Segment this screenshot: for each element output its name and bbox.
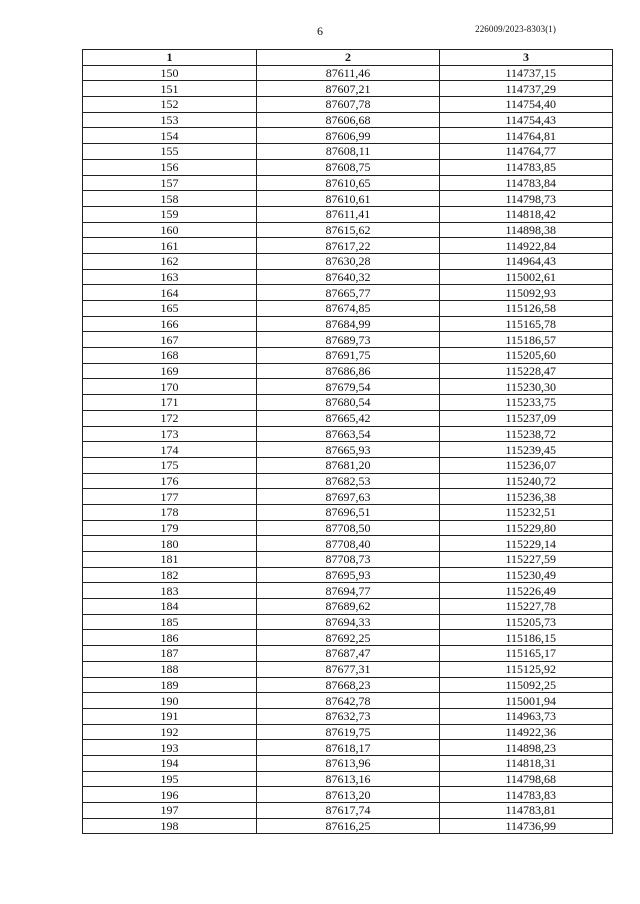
y-coordinate-cell: 114754,43 xyxy=(440,112,613,128)
y-coordinate-cell: 115002,61 xyxy=(440,269,613,285)
x-coordinate-cell: 87606,99 xyxy=(257,128,440,144)
table-row xyxy=(83,473,613,489)
y-coordinate-cell: 115227,78 xyxy=(440,599,613,615)
x-coordinate-cell: 87674,85 xyxy=(257,301,440,317)
table-row xyxy=(83,175,613,191)
table-row xyxy=(83,65,613,81)
table-row xyxy=(83,724,613,740)
y-coordinate-cell: 114736,99 xyxy=(440,818,613,834)
table-row xyxy=(83,630,613,646)
point-number-cell: 152 xyxy=(83,97,257,113)
table-row xyxy=(83,489,613,505)
table-row xyxy=(83,552,613,568)
table-row xyxy=(83,206,613,222)
x-coordinate-cell: 87640,32 xyxy=(257,269,440,285)
table-row xyxy=(83,395,613,411)
point-number-cell: 156 xyxy=(83,159,257,175)
y-coordinate-cell: 114922,84 xyxy=(440,238,613,254)
y-coordinate-cell: 115001,94 xyxy=(440,693,613,709)
x-coordinate-cell: 87611,46 xyxy=(257,65,440,81)
x-coordinate-cell: 87618,17 xyxy=(257,740,440,756)
point-number-cell: 174 xyxy=(83,442,257,458)
table-row xyxy=(83,504,613,520)
table-row xyxy=(83,253,613,269)
y-coordinate-cell: 114783,81 xyxy=(440,803,613,819)
point-number-cell: 169 xyxy=(83,363,257,379)
table-row xyxy=(83,269,613,285)
table-row xyxy=(83,426,613,442)
x-coordinate-cell: 87689,62 xyxy=(257,599,440,615)
x-coordinate-cell: 87642,78 xyxy=(257,693,440,709)
x-coordinate-cell: 87689,73 xyxy=(257,332,440,348)
x-coordinate-cell: 87694,77 xyxy=(257,583,440,599)
point-number-cell: 184 xyxy=(83,599,257,615)
point-number-cell: 157 xyxy=(83,175,257,191)
table-row xyxy=(83,363,613,379)
point-number-cell: 175 xyxy=(83,457,257,473)
x-coordinate-cell: 87613,20 xyxy=(257,787,440,803)
table-row xyxy=(83,740,613,756)
point-number-cell: 183 xyxy=(83,583,257,599)
x-coordinate-cell: 87679,54 xyxy=(257,379,440,395)
x-coordinate-cell: 87708,40 xyxy=(257,536,440,552)
x-coordinate-cell: 87617,74 xyxy=(257,803,440,819)
point-number-cell: 180 xyxy=(83,536,257,552)
point-number-cell: 162 xyxy=(83,253,257,269)
x-coordinate-cell: 87680,54 xyxy=(257,395,440,411)
y-coordinate-cell: 115233,75 xyxy=(440,395,613,411)
x-coordinate-cell: 87682,53 xyxy=(257,473,440,489)
y-coordinate-cell: 114963,73 xyxy=(440,708,613,724)
point-number-cell: 176 xyxy=(83,473,257,489)
x-coordinate-cell: 87616,25 xyxy=(257,818,440,834)
point-number-cell: 170 xyxy=(83,379,257,395)
y-coordinate-cell: 114898,38 xyxy=(440,222,613,238)
table-row xyxy=(83,520,613,536)
point-number-cell: 155 xyxy=(83,144,257,160)
y-coordinate-cell: 114798,68 xyxy=(440,771,613,787)
y-coordinate-cell: 115226,49 xyxy=(440,583,613,599)
table-row xyxy=(83,316,613,332)
table-row xyxy=(83,332,613,348)
point-number-cell: 151 xyxy=(83,81,257,97)
y-coordinate-cell: 115239,45 xyxy=(440,442,613,458)
x-coordinate-cell: 87610,61 xyxy=(257,191,440,207)
table-row xyxy=(83,410,613,426)
point-number-cell: 173 xyxy=(83,426,257,442)
x-coordinate-cell: 87606,68 xyxy=(257,112,440,128)
table-row xyxy=(83,191,613,207)
y-coordinate-cell: 115092,93 xyxy=(440,285,613,301)
x-coordinate-cell: 87611,41 xyxy=(257,206,440,222)
point-number-cell: 167 xyxy=(83,332,257,348)
table-row xyxy=(83,803,613,819)
table-row xyxy=(83,159,613,175)
point-number-cell: 158 xyxy=(83,191,257,207)
y-coordinate-cell: 114783,84 xyxy=(440,175,613,191)
y-coordinate-cell: 114922,36 xyxy=(440,724,613,740)
y-coordinate-cell: 115229,80 xyxy=(440,520,613,536)
point-number-cell: 193 xyxy=(83,740,257,756)
table-row xyxy=(83,661,613,677)
y-coordinate-cell: 115240,72 xyxy=(440,473,613,489)
table-row xyxy=(83,301,613,317)
y-coordinate-cell: 114764,77 xyxy=(440,144,613,160)
point-number-cell: 163 xyxy=(83,269,257,285)
point-number-cell: 154 xyxy=(83,128,257,144)
x-coordinate-cell: 87665,42 xyxy=(257,410,440,426)
y-coordinate-cell: 115236,07 xyxy=(440,457,613,473)
x-coordinate-cell: 87681,20 xyxy=(257,457,440,473)
y-coordinate-cell: 115205,60 xyxy=(440,348,613,364)
table-row xyxy=(83,771,613,787)
x-coordinate-cell: 87677,31 xyxy=(257,661,440,677)
x-coordinate-cell: 87708,73 xyxy=(257,552,440,568)
y-coordinate-cell: 115125,92 xyxy=(440,661,613,677)
y-coordinate-cell: 115186,15 xyxy=(440,630,613,646)
table-row xyxy=(83,285,613,301)
point-number-cell: 168 xyxy=(83,348,257,364)
y-coordinate-cell: 115229,14 xyxy=(440,536,613,552)
point-number-cell: 195 xyxy=(83,771,257,787)
column-header-3: 3 xyxy=(440,50,613,66)
x-coordinate-cell: 87694,33 xyxy=(257,614,440,630)
point-number-cell: 179 xyxy=(83,520,257,536)
point-number-cell: 178 xyxy=(83,504,257,520)
x-coordinate-cell: 87617,22 xyxy=(257,238,440,254)
x-coordinate-cell: 87607,21 xyxy=(257,81,440,97)
document-reference: 226009/2023-8303(1) xyxy=(475,24,556,34)
point-number-cell: 165 xyxy=(83,301,257,317)
x-coordinate-cell: 87610,65 xyxy=(257,175,440,191)
x-coordinate-cell: 87692,25 xyxy=(257,630,440,646)
x-coordinate-cell: 87708,50 xyxy=(257,520,440,536)
x-coordinate-cell: 87695,93 xyxy=(257,567,440,583)
y-coordinate-cell: 115230,49 xyxy=(440,567,613,583)
y-coordinate-cell: 115230,30 xyxy=(440,379,613,395)
y-coordinate-cell: 115126,58 xyxy=(440,301,613,317)
table-row xyxy=(83,81,613,97)
point-number-cell: 197 xyxy=(83,803,257,819)
y-coordinate-cell: 115227,59 xyxy=(440,552,613,568)
y-coordinate-cell: 115237,09 xyxy=(440,410,613,426)
table-row xyxy=(83,97,613,113)
table-row xyxy=(83,567,613,583)
x-coordinate-cell: 87691,75 xyxy=(257,348,440,364)
y-coordinate-cell: 115165,17 xyxy=(440,646,613,662)
y-coordinate-cell: 114764,81 xyxy=(440,128,613,144)
point-number-cell: 177 xyxy=(83,489,257,505)
point-number-cell: 181 xyxy=(83,552,257,568)
y-coordinate-cell: 114737,15 xyxy=(440,65,613,81)
y-coordinate-cell: 114754,40 xyxy=(440,97,613,113)
x-coordinate-cell: 87630,28 xyxy=(257,253,440,269)
point-number-cell: 150 xyxy=(83,65,257,81)
point-number-cell: 190 xyxy=(83,693,257,709)
x-coordinate-cell: 87613,16 xyxy=(257,771,440,787)
x-coordinate-cell: 87615,62 xyxy=(257,222,440,238)
x-coordinate-cell: 87632,73 xyxy=(257,708,440,724)
x-coordinate-cell: 87697,63 xyxy=(257,489,440,505)
point-number-cell: 166 xyxy=(83,316,257,332)
y-coordinate-cell: 114798,73 xyxy=(440,191,613,207)
point-number-cell: 188 xyxy=(83,661,257,677)
x-coordinate-cell: 87613,96 xyxy=(257,755,440,771)
point-number-cell: 171 xyxy=(83,395,257,411)
table-row xyxy=(83,222,613,238)
point-number-cell: 186 xyxy=(83,630,257,646)
point-number-cell: 164 xyxy=(83,285,257,301)
x-coordinate-cell: 87607,78 xyxy=(257,97,440,113)
y-coordinate-cell: 115238,72 xyxy=(440,426,613,442)
y-coordinate-cell: 114783,83 xyxy=(440,787,613,803)
point-number-cell: 194 xyxy=(83,755,257,771)
point-number-cell: 185 xyxy=(83,614,257,630)
x-coordinate-cell: 87663,54 xyxy=(257,426,440,442)
y-coordinate-cell: 114818,31 xyxy=(440,755,613,771)
table-body xyxy=(83,65,613,834)
table-row xyxy=(83,787,613,803)
y-coordinate-cell: 114964,43 xyxy=(440,253,613,269)
x-coordinate-cell: 87696,51 xyxy=(257,504,440,520)
y-coordinate-cell: 114818,42 xyxy=(440,206,613,222)
y-coordinate-cell: 115092,25 xyxy=(440,677,613,693)
table-row xyxy=(83,818,613,834)
y-coordinate-cell: 115232,51 xyxy=(440,504,613,520)
y-coordinate-cell: 115165,78 xyxy=(440,316,613,332)
table-row xyxy=(83,457,613,473)
coordinates-table xyxy=(82,49,613,834)
x-coordinate-cell: 87608,75 xyxy=(257,159,440,175)
column-header-1: 1 xyxy=(83,50,257,66)
table-row xyxy=(83,599,613,615)
table-row xyxy=(83,646,613,662)
x-coordinate-cell: 87684,99 xyxy=(257,316,440,332)
point-number-cell: 182 xyxy=(83,567,257,583)
table-row xyxy=(83,755,613,771)
point-number-cell: 198 xyxy=(83,818,257,834)
table-row xyxy=(83,379,613,395)
point-number-cell: 192 xyxy=(83,724,257,740)
point-number-cell: 189 xyxy=(83,677,257,693)
table-row xyxy=(83,348,613,364)
y-coordinate-cell: 114783,85 xyxy=(440,159,613,175)
table-row xyxy=(83,708,613,724)
y-coordinate-cell: 115205,73 xyxy=(440,614,613,630)
y-coordinate-cell: 115228,47 xyxy=(440,363,613,379)
point-number-cell: 172 xyxy=(83,410,257,426)
table-row xyxy=(83,614,613,630)
point-number-cell: 160 xyxy=(83,222,257,238)
x-coordinate-cell: 87665,77 xyxy=(257,285,440,301)
x-coordinate-cell: 87686,86 xyxy=(257,363,440,379)
point-number-cell: 153 xyxy=(83,112,257,128)
table-row xyxy=(83,536,613,552)
y-coordinate-cell: 114737,29 xyxy=(440,81,613,97)
table-row xyxy=(83,128,613,144)
y-coordinate-cell: 115186,57 xyxy=(440,332,613,348)
table-row xyxy=(83,238,613,254)
table-row xyxy=(83,442,613,458)
y-coordinate-cell: 114898,23 xyxy=(440,740,613,756)
x-coordinate-cell: 87665,93 xyxy=(257,442,440,458)
x-coordinate-cell: 87687,47 xyxy=(257,646,440,662)
page-number: 6 xyxy=(317,24,323,38)
table-row xyxy=(83,677,613,693)
x-coordinate-cell: 87668,23 xyxy=(257,677,440,693)
column-header-2: 2 xyxy=(257,50,440,66)
y-coordinate-cell: 115236,38 xyxy=(440,489,613,505)
point-number-cell: 187 xyxy=(83,646,257,662)
table-row xyxy=(83,583,613,599)
point-number-cell: 191 xyxy=(83,708,257,724)
table-row xyxy=(83,144,613,160)
table-row xyxy=(83,693,613,709)
table-header-row xyxy=(83,50,613,66)
point-number-cell: 159 xyxy=(83,206,257,222)
point-number-cell: 161 xyxy=(83,238,257,254)
point-number-cell: 196 xyxy=(83,787,257,803)
table-row xyxy=(83,112,613,128)
x-coordinate-cell: 87608,11 xyxy=(257,144,440,160)
x-coordinate-cell: 87619,75 xyxy=(257,724,440,740)
